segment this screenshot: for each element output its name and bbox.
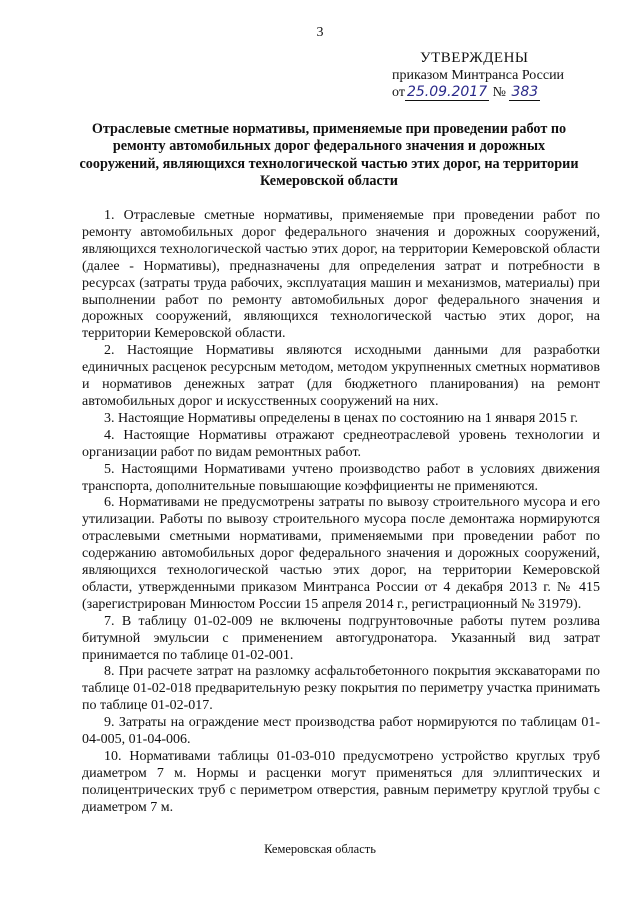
date-prefix: от — [392, 85, 405, 100]
page-footer: Кемеровская область — [264, 842, 376, 856]
paragraph-3: 3. Настоящие Нормативы определены в ценах по состоянию на 1 января 2015 г. — [104, 410, 578, 426]
document-body — [82, 208, 600, 817]
paragraph-2: 2. Настоящие Нормативы являются исходными данными для разработки единичных расценок ресурсным методом, методом укрупненных сметных нормативов и нормативов денежных затрат (для бюджетного планирования) на ремонт автомобильных дорог и искусственных сооружений на них. — [82, 343, 600, 409]
approval-order: приказом Минтранса России — [392, 68, 565, 83]
page-number: 3 — [316, 25, 324, 40]
paragraph-7: 7. В таблицу 01-02-009 не включены подгрунтовочные работы путем розлива битумной эмульсии с применением автогудронатора. Указанный вид затрат принимается по таблице 01-02-001. — [82, 613, 600, 663]
paragraph-5: 5. Настоящими Нормативами учтено производство работ в условиях движения транспорта, дополнительные повышающие коэффициенты не применяются. — [82, 461, 600, 494]
paragraph-10: 10. Нормативами таблицы 01-03-010 предусмотрено устройство круглых труб диаметром 7 м. Нормы и расценки могут применяться для эллиптических и полицентрических труб с периметром отверстия, равным периметру круглой трубы с диаметром 7 м. — [82, 749, 600, 815]
paragraph-8: 8. При расчете затрат на разломку асфальтобетонного покрытия экскаваторами по таблице 01-02-018 предварительную резку покрытия по периметру участка принимать по таблице 01-02-017. — [82, 664, 600, 714]
handwritten-date: 25.09.2017 — [406, 84, 488, 100]
document-title: Отраслевые сметные нормативы, применяемые при проведении работ по ремонту автомобильных дорог федерального значения и дорожных сооружений, являющихся технологической частью этих дорог, на территории Кемеровской области — [79, 121, 579, 190]
handwritten-number: 383 — [511, 84, 539, 100]
approval-date-line — [392, 84, 612, 101]
paragraph-4: 4. Настоящие Нормативы отражают среднеотраслевой уровень технологии и организации работ по видам ремонтных работ. — [82, 427, 600, 460]
paragraph-1: 1. Отраслевые сметные нормативы, применяемые при проведении работ по ремонту автомобильных дорог федерального значения и дорожных сооружений, являющихся технологической частью этих дорог, на территории Кемеровской области (далее - Нормативы), предназначены для определения затрат и потребности в ресурсах (затраты труда рабочих, эксплуатация машин и механизмов, материалы) при выполнении работ по ремонту автомобильных дорог федерального значения и дорожных сооружений, являющихся технологической частью этих дорог, на территории Кемеровской области. — [82, 208, 600, 342]
approval-title: УТВЕРЖДЕНЫ — [420, 50, 529, 66]
approval-stamp — [392, 50, 612, 101]
number-prefix: № — [492, 85, 506, 100]
paragraph-9: 9. Затраты на ограждение мест производства работ нормируются по таблицам 01-04-005, 01-04-006. — [82, 715, 600, 748]
paragraph-6: 6. Нормативами не предусмотрены затраты по вывозу строительного мусора и его утилизации. Работы по вывозу строительного мусора после демонтажа нормируются отраслевыми сметными нормативами, применяемыми при проведении работ по содержанию автомобильных дорог федерального значения и дорожных сооружений, являющихся технологической частью этих дорог, на территории Кемеровской области, утвержденными приказом Минтранса России от 4 декабря 2013 г. № 415 (зарегистрирован Минюстом России 15 апреля 2014 г., регистрационный № 31979). — [82, 495, 600, 612]
